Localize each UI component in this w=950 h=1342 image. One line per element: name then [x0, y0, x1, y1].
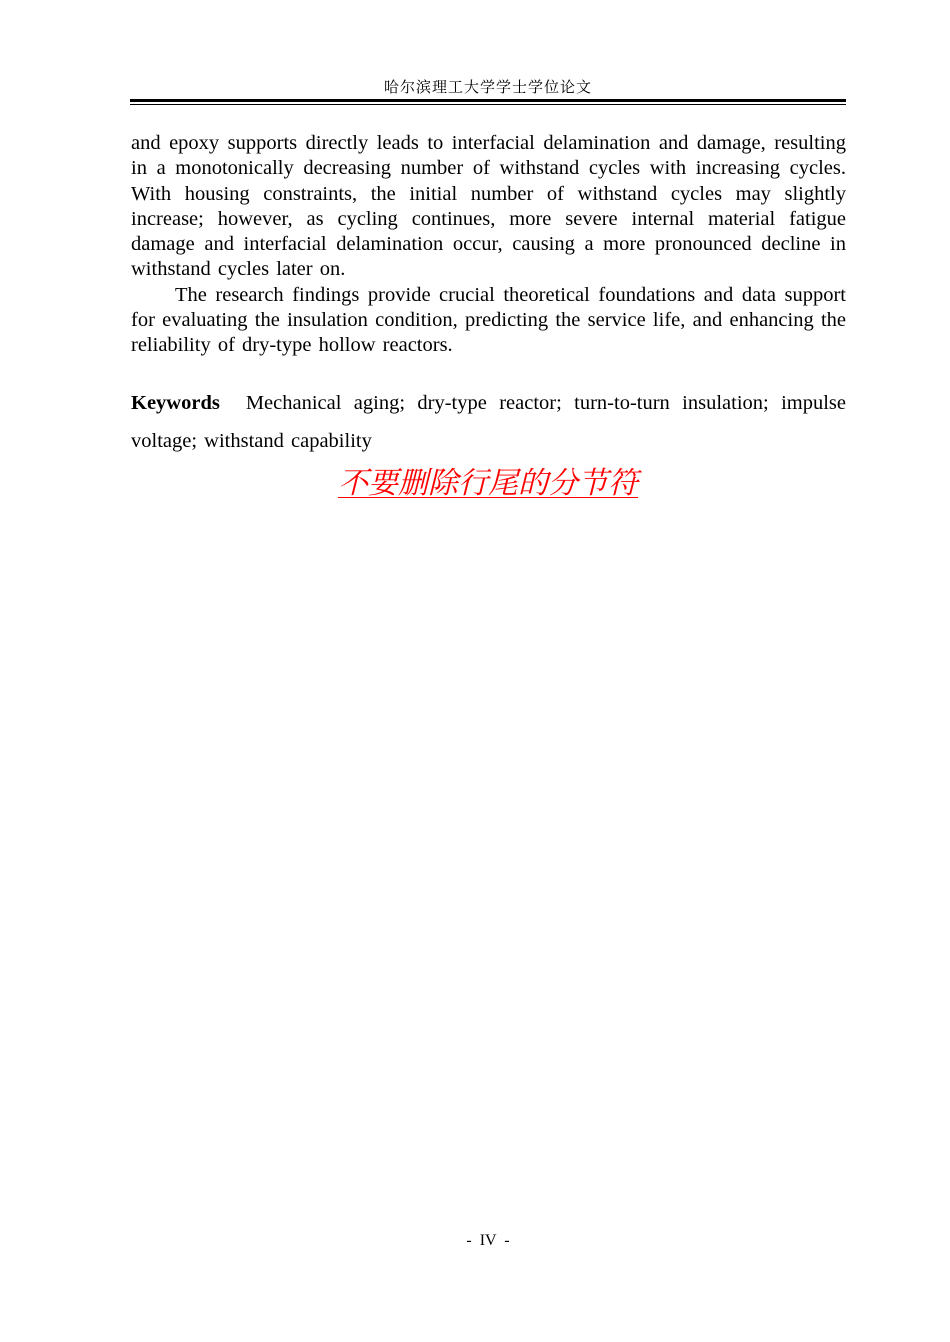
abstract-paragraph-1: and epoxy supports directly leads to interfacial delamination and damage, resulting in a monotonically decreasing number of withstand cycles with increasing cycles. With housing constraints, the initial number of withstand cycles may slightly increase; however, as cycling continues, more severe internal material fatigue damage and interfacial delamination occur, causing a more pronounced decline in withstand cycles later on.	[131, 132, 846, 281]
abstract-paragraph-2: The research findings provide crucial theoretical foundations and data support for evaluating the insulation condition, predicting the service life, and enhancing the reliability of dry-type hollow reactors.	[131, 283, 846, 357]
header-rule-thin	[130, 104, 846, 105]
header-rule-thick	[130, 99, 846, 102]
page-header-title: 哈尔滨理工大学学士学位论文	[383, 80, 592, 96]
keywords-section	[131, 384, 846, 460]
abstract-body	[131, 131, 846, 359]
section-break-notice: 不要删除行尾的分节符	[338, 466, 638, 501]
keywords-text: Mechanical aging; dry-type reactor; turn-to-turn insulation; impulse voltage; withstand capability	[131, 392, 846, 452]
keywords-label: Keywords	[131, 392, 220, 414]
page-number: - IV -	[466, 1232, 510, 1249]
